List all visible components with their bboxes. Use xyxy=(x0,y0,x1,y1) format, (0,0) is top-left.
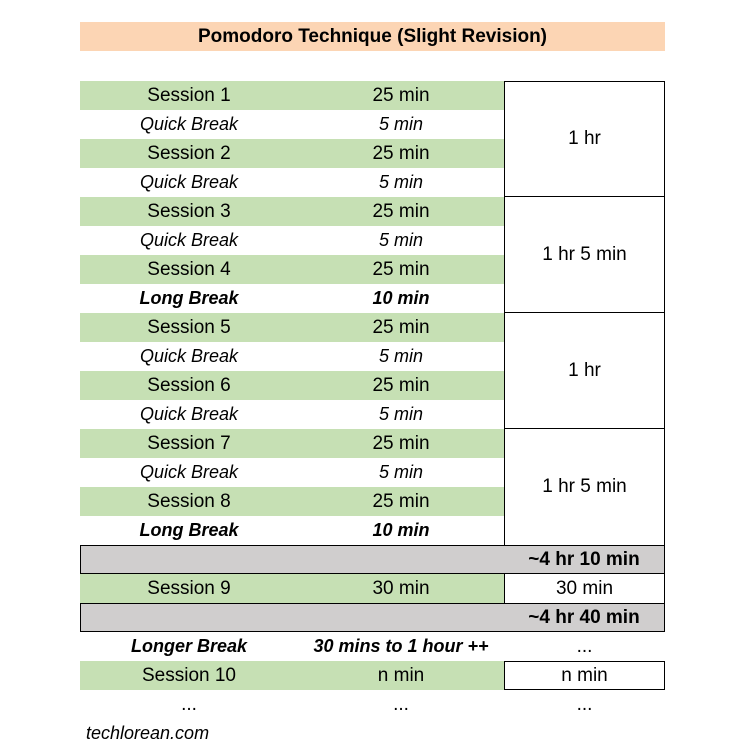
quick-break-label: Quick Break xyxy=(139,346,239,366)
longer-break-duration: 30 mins to 1 hour ++ xyxy=(313,636,489,656)
session-label: Session 10 xyxy=(80,661,298,690)
ellipsis-label: ... xyxy=(181,693,197,715)
quick-break-duration: 5 min xyxy=(378,114,423,134)
quick-break-duration: 5 min xyxy=(378,230,423,250)
quick-break-duration: 5 min xyxy=(378,172,423,192)
session-label: Session 4 xyxy=(80,255,298,284)
block-total: 1 hr xyxy=(504,313,665,429)
subtotal-row xyxy=(80,545,665,574)
session-duration: n min xyxy=(298,661,504,690)
session-duration: 25 min xyxy=(298,313,504,342)
quick-break-duration: 5 min xyxy=(378,346,423,366)
quick-break-label: Quick Break xyxy=(139,172,239,192)
page-title: Pomodoro Technique (Slight Revision) xyxy=(80,22,665,51)
session-label: Session 8 xyxy=(80,487,298,516)
session-label: Session 6 xyxy=(80,371,298,400)
session-total: n min xyxy=(504,661,665,690)
longer-break-label: Longer Break xyxy=(130,636,248,656)
long-break-label: Long Break xyxy=(139,288,239,308)
footer-credit: techlorean.com xyxy=(86,723,210,743)
session-label: Session 3 xyxy=(80,197,298,226)
session-label: Session 2 xyxy=(80,139,298,168)
session-duration: 25 min xyxy=(298,487,504,516)
session-label: Session 5 xyxy=(80,313,298,342)
session-total: 30 min xyxy=(504,574,665,603)
ellipsis-duration: ... xyxy=(393,693,409,715)
session-duration: 25 min xyxy=(298,81,504,110)
long-break-duration: 10 min xyxy=(372,520,430,540)
session-duration: 25 min xyxy=(298,255,504,284)
session-duration: 30 min xyxy=(298,574,504,603)
longer-break-total: ... xyxy=(576,635,593,657)
session-duration: 25 min xyxy=(298,429,504,458)
long-break-duration: 10 min xyxy=(372,288,430,308)
session-duration: 25 min xyxy=(298,139,504,168)
session-label: Session 7 xyxy=(80,429,298,458)
session-duration: 25 min xyxy=(298,371,504,400)
quick-break-duration: 5 min xyxy=(378,462,423,482)
session-duration: 25 min xyxy=(298,197,504,226)
block-total: 1 hr 5 min xyxy=(504,429,665,545)
quick-break-duration: 5 min xyxy=(378,404,423,424)
subtotal-row xyxy=(80,603,665,632)
pomodoro-table xyxy=(80,81,665,719)
quick-break-label: Quick Break xyxy=(139,114,239,134)
quick-break-label: Quick Break xyxy=(139,404,239,424)
quick-break-label: Quick Break xyxy=(139,230,239,250)
quick-break-label: Quick Break xyxy=(139,462,239,482)
subtotal-value: ~4 hr 40 min xyxy=(528,606,640,628)
ellipsis-total: ... xyxy=(576,693,593,715)
block-total: 1 hr 5 min xyxy=(504,197,665,313)
session-label: Session 9 xyxy=(80,574,298,603)
long-break-label: Long Break xyxy=(139,520,239,540)
block-total: 1 hr xyxy=(504,81,665,197)
subtotal-value: ~4 hr 10 min xyxy=(528,548,640,570)
session-label: Session 1 xyxy=(80,81,298,110)
